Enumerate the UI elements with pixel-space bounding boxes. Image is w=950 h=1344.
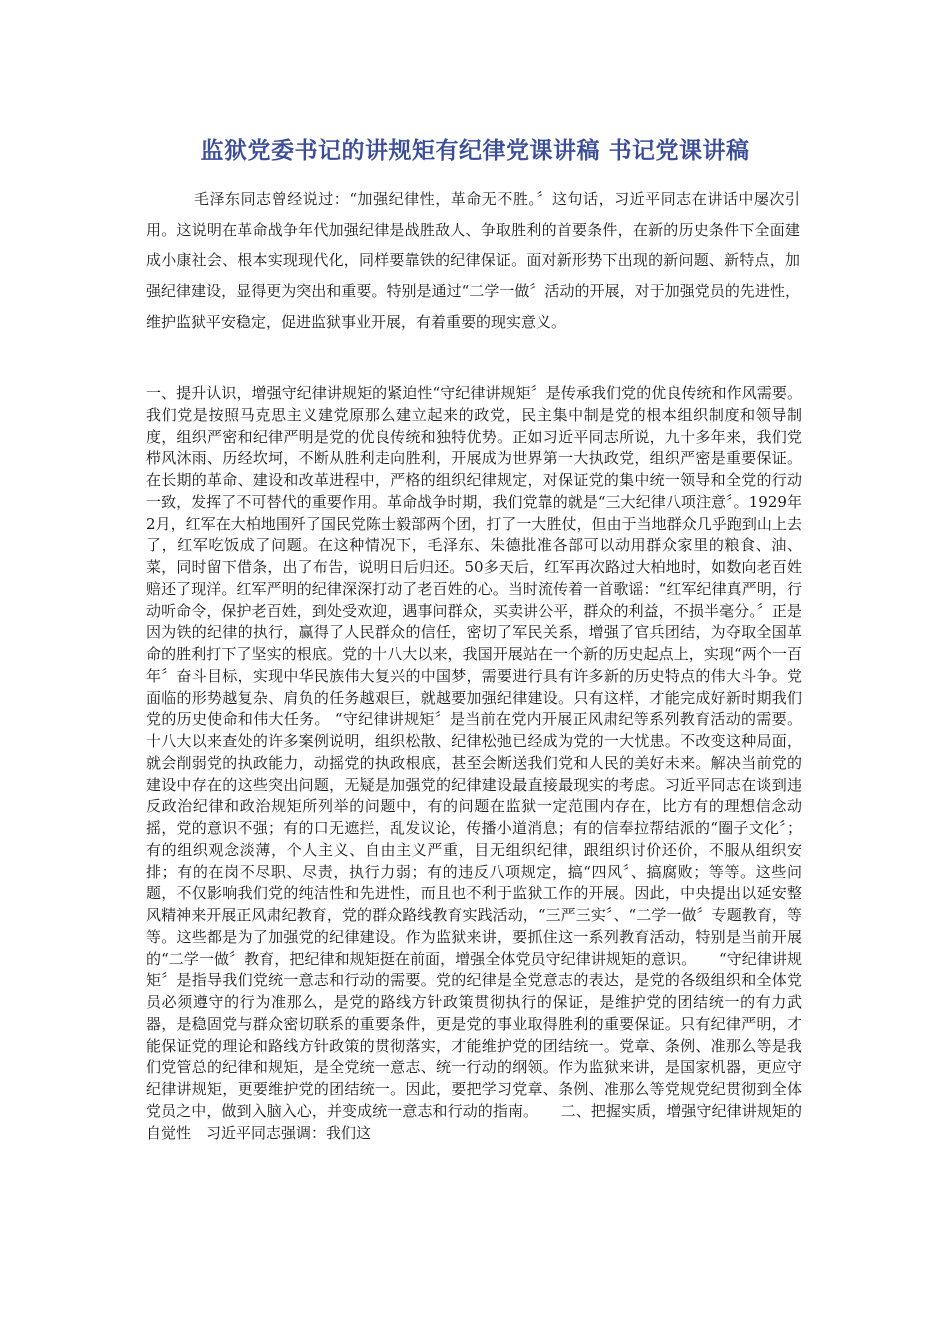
page-title: 监狱党委书记的讲规矩有纪律党课讲稿 书记党课讲稿: [200, 138, 750, 164]
body-paragraph: 一、提升认识，增强守纪律讲规矩的紧迫性“守纪律讲规矩〞是传承我们党的优良传统和作风需要。我们党是按照马克思主义建党原那么建立起来的政党，民主集中制是党的根本组织制度和领导制度，组织严密和纪律严明是党的优良传统和独特优势。正如习近平同志所说，九十多年来，我们党栉风沐雨、历经坎坷，不断从胜利走向胜利，开展成为世界第一大执政党，组织严密是重要保证。在长期的革命、建设和改革进程中，严格的组织纪律规定，对保证党的集中统一领导和全党的行动一致，发挥了不可替代的重要作用。革命战争时期，我们党靠的就是“三大纪律八项注意〞。1929年2月，红军在大柏地围歼了国民党陈士毅部两个团，打了一大胜仗，但由于当地群众几乎跑到山上去了，红军吃饭成了问题。在这种情况下，毛泽东、朱德批准各部可以动用群众家里的粮食、油、菜，同时留下借条，出了布告，说明日后归还。50多天后，红军再次路过大柏地时，如数向老百姓赔还了现洋。红军严明的纪律深深打动了老百姓的心。当时流传着一首歌谣：“红军纪律真严明，行动听命令，保护老百姓，到处受欢迎，遇事问群众，买卖讲公平，群众的利益，不损半毫分。〞正是因为铁的纪律的执行，赢得了人民群众的信任，密切了军民关系，增强了官兵团结，为夺取全国革命的胜利打下了坚实的根底。党的十八大以来，我国开展站在一个新的历史起点上，实现“两个一百年〞奋斗目标，实现中华民族伟大复兴的中国梦，需要进行具有许多新的历史特点的伟大斗争。党面临的形势越复杂、肩负的任务越艰巨，就越要加强纪律建设。只有这样，才能完成好新时期我们党的历史使命和伟大任务。 “守纪律讲规矩〞是当前在党内开展正风肃纪等系列教育活动的需要。十八大以来查处的许多案例说明，组织松散、纪律松弛已经成为党的一大忧患。不改变这种局面，就会削弱党的执政能力，动摇党的执政根底，甚至会断送我们党和人民的美好未来。解决当前党的建设中存在的这些突出问题，无疑是加强党的纪律建设最直接最现实的考虑。习近平同志在谈到违反政治纪律和政治规矩所列举的问题中，有的问题在监狱一定范围内存在，比方有的理想信念动摇，党的意识不强；有的口无遮拦，乱发议论，传播小道消息；有的信奉拉帮结派的“圈子文化〞；有的组织观念淡薄，个人主义、自由主义严重，目无组织纪律，跟组织讨价还价，不服从组织安排；有的在岗不尽职、尽责，执行力弱；有的违反八项规定，搞“四风〞、搞腐败；等等。这些问题，不仅影响我们党的纯洁性和先进性，而且也不利于监狱工作的开展。因此，中央提出以延安整风精神来开展正风肃纪教育，党的群众路线教育实践活动，“三严三实〞、“二学一做〞专题教育，等等。这些都是为了加强党的纪律建设。作为监狱来讲，要抓住这一系列教育活动，特别是当前开展的“二学一做〞教育，把纪律和规矩挺在前面，增强全体党员守纪律讲规矩的意识。 “守纪律讲规矩〞是指导我们党统一意志和行动的需要。党的纪律是全党意志的表达，是党的各级组织和全体党员必须遵守的行为准那么，是党的路线方针政策贯彻执行的保证，是维护党的团结统一的有力武器，是稳固党与群众密切联系的重要条件，更是党的事业取得胜利的重要保证。只有纪律严明，才能保证党的理论和路线方针政策的贯彻落实，才能维护党的团结统一。党章、条例、准那么等是我们党管总的纪律和规矩，是全党统一意志、统一行动的纲领。作为监狱来讲，是国家机器，更应守纪律讲规矩，更要维护党的团结统一。因此，要把学习党章、条例、准那么等党规党纪贯彻到全体党员之中，做到入脑入心，并变成统一意志和行动的指南。 二、把握实质，增强守纪律讲规矩的自觉性 习近平同志强调：我们这: [146, 384, 802, 1142]
intro-paragraph: 毛泽东同志曾经说过：“加强纪律性，革命无不胜。〞这句话，习近平同志在讲话中屡次引用。这说明在革命战争年代加强纪律是战胜敌人、争取胜利的首要条件，在新的历史条件下全面建成小康社会、根本实现现代化，同样要靠铁的纪律保证。面对新形势下出现的新问题、新特点，加强纪律建设，显得更为突出和重要。特别是通过“二学一做〞活动的开展，对于加强党员的先进性，维护监狱平安稳定，促进监狱事业开展，有着重要的现实意义。: [146, 190, 800, 331]
